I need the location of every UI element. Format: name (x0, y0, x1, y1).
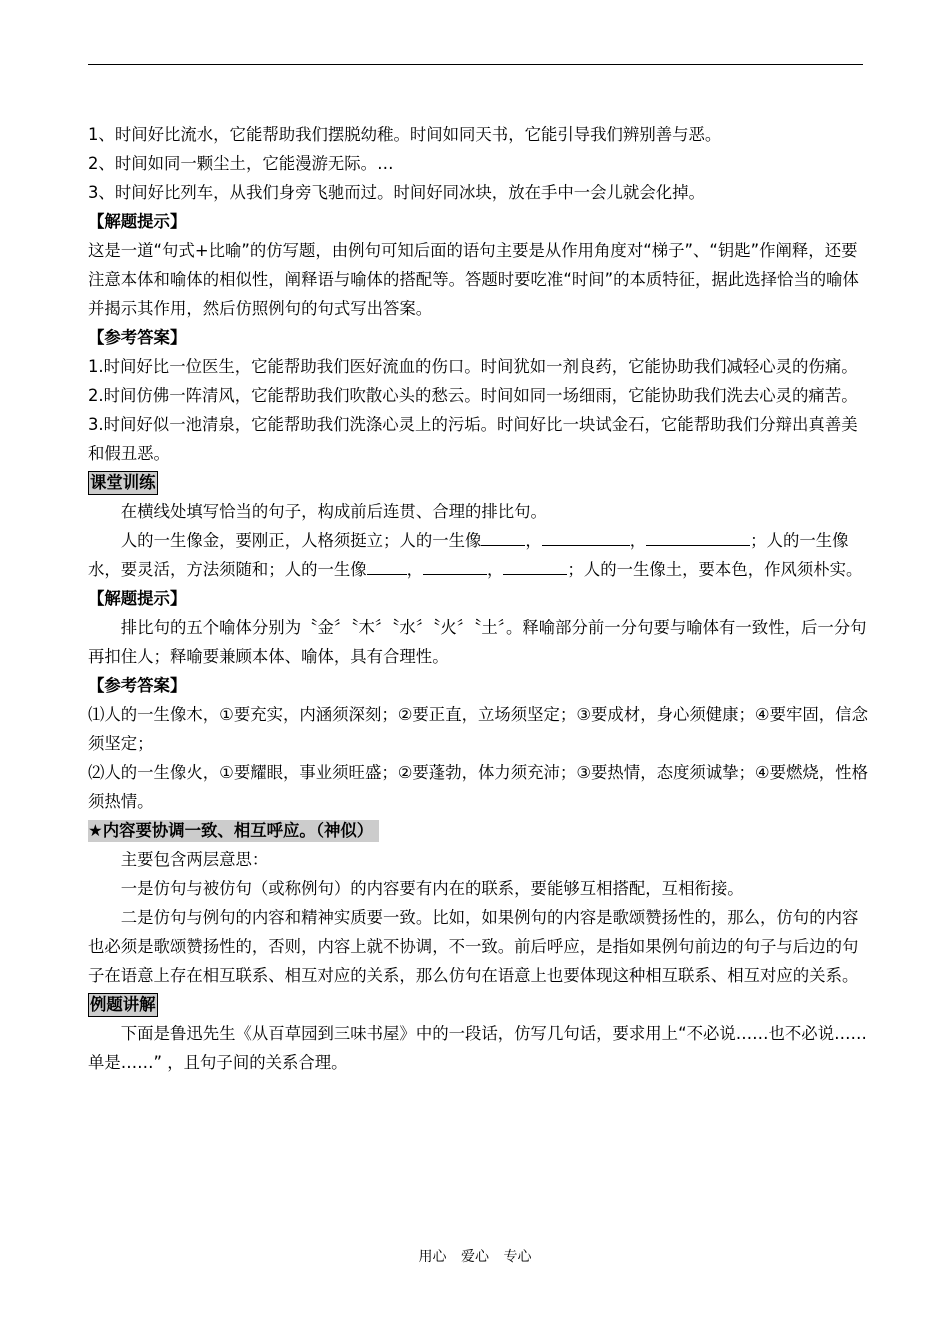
hint-heading: 【解题提示】 (88, 212, 187, 231)
answer-heading: 【参考答案】 (88, 676, 187, 695)
exercise-text: ， (525, 531, 542, 550)
hint-text: 这是一道“句式+比喻”的仿写题，由例句可知后面的语句主要是从作用角度对“梯子”、“钥匙”作阐释，还要注意本体和喻体的相似性，阐释语与喻体的搭配等。答题时要吃准“时间”的本质特征，据此选择恰当的喻体并揭示其作用，然后仿照例句的句式写出答案。 (88, 241, 859, 318)
example-text: 下面是鲁迅先生《从百草园到三味书屋》中的一段话，仿写几句话，要求用上“不必说……也不必说……单是……” ，且句子间的关系合理。 (88, 1024, 867, 1072)
answer-heading: 【参考答案】 (88, 328, 187, 347)
training-heading-row (88, 468, 868, 497)
section-heading: ★内容要协调一致、相互呼应。（神似） (88, 820, 379, 842)
page-footer: 用心 爱心 专心 (418, 1249, 532, 1265)
answer-item: ⑴人的一生像木，①要充实，内涵须深刻；②要正直，立场须坚定；③要成材，身心须健康；④要牢固，信念须坚定； (88, 705, 868, 753)
header-rule (88, 64, 863, 65)
exercise-text: ；人的一生像水，要灵活，方法须随和；人的一生像 (88, 531, 849, 579)
example-line-2: 2、时间如同一颗尘土，它能漫游无际。… (88, 154, 394, 173)
exercise-text: ， (629, 531, 647, 550)
answer-item: 3.时间好似一池清泉，它能帮助我们洗涤心灵上的污垢。时间好比一块试金石，它能帮助我们分辩出真善美和假丑恶。 (88, 415, 858, 463)
training-heading: 课堂训练 (88, 471, 158, 495)
blank-line[interactable] (542, 527, 630, 546)
blank-line[interactable] (423, 556, 487, 575)
exercise-text: ；人的一生像土，要本色，作风须朴实。 (567, 560, 863, 579)
training-instruction: 在横线处填写恰当的句子，构成前后连贯、合理的排比句。 (120, 502, 547, 521)
example-line-3: 3、时间好比列车，从我们身旁飞驰而过。时间好同冰块，放在手中一会儿就会化掉。 (88, 183, 705, 202)
section-paragraph: 二是仿句与例句的内容和精神实质要一致。比如，如果例句的内容是歌颂赞扬性的，那么，仿句的内容也必须是歌颂赞扬性的，否则，内容上就不协调，不一致。前后呼应，是指如果例句前边的句子与后边的句子在语意上存在相互联系、相互对应的关系，那么仿句在语意上也要体现这种相互联系、相互对应的关系。 (88, 908, 859, 985)
answer-item: 2.时间仿佛一阵清风，它能帮助我们吹散心头的愁云。时间如同一场细雨，它能协助我们洗去心灵的痛苦。 (88, 386, 858, 405)
document-body (88, 120, 868, 1077)
blank-line[interactable] (481, 527, 525, 546)
section-paragraph: 一是仿句与被仿句（或称例句）的内容要有内在的联系，要能够互相搭配，互相衔接。 (120, 879, 744, 898)
hint-text: 排比句的五个喻体分别为〝金〞〝木〞〝水〞〝火〞〝土〞。释喻部分前一分句要与喻体有一致性，后一分句再扣住人；释喻要兼顾本体、喻体，具有合理性。 (88, 618, 867, 666)
training-exercise (88, 526, 868, 584)
exercise-text: 人的一生像金，要刚正，人格须挺立；人的一生像 (120, 531, 482, 550)
example-line-1: 1、时间好比流水，它能帮助我们摆脱幼稚。时间如同天书，它能引导我们辨别善与恶。 (88, 125, 722, 144)
example-heading-row (88, 990, 868, 1019)
section-heading-row (88, 816, 868, 845)
blank-line[interactable] (367, 556, 407, 575)
exercise-text: ， (487, 560, 504, 579)
hint-heading: 【解题提示】 (88, 589, 187, 608)
exercise-text: ， (406, 560, 424, 579)
example-heading: 例题讲解 (88, 993, 158, 1017)
blank-line[interactable] (503, 556, 567, 575)
blank-line[interactable] (646, 527, 750, 546)
section-paragraph: 主要包含两层意思： (120, 850, 269, 869)
answer-item: ⑵人的一生像火，①要耀眼，事业须旺盛；②要蓬勃，体力须充沛；③要热情，态度须诚挚；④要燃烧，性格须热情。 (88, 763, 868, 811)
answer-item: 1.时间好比一位医生，它能帮助我们医好流血的伤口。时间犹如一剂良药，它能协助我们减轻心灵的伤痛。 (88, 357, 858, 376)
